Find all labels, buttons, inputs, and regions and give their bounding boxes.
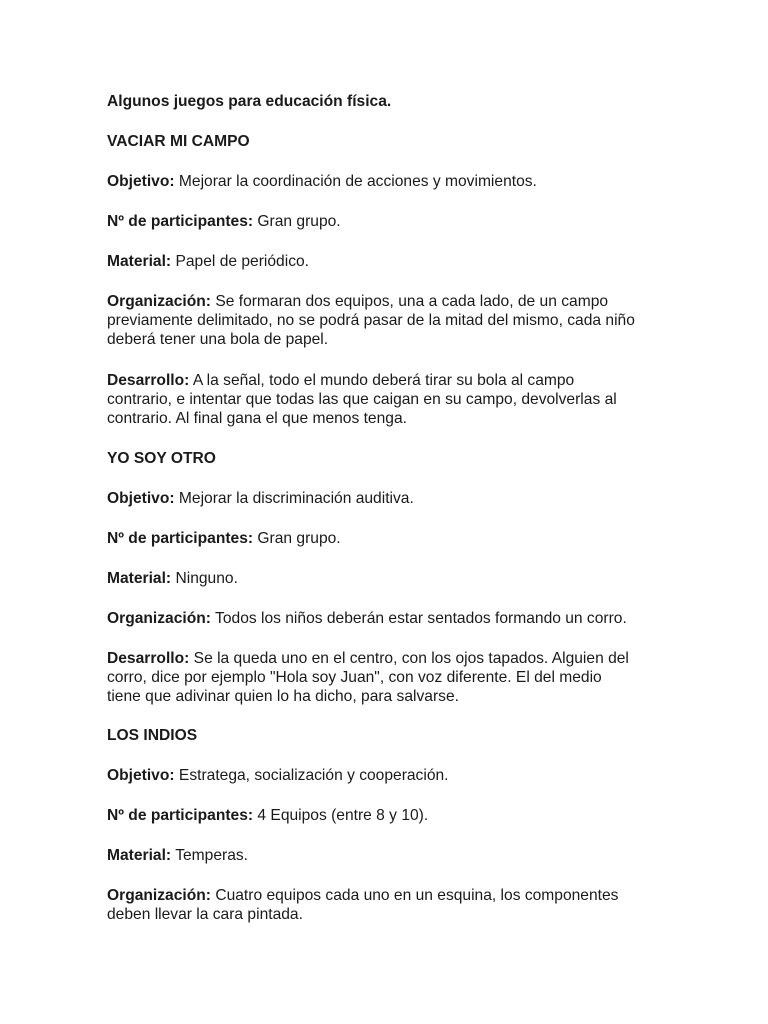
objetivo-value: Mejorar la coordinación de acciones y movimientos. [178,173,537,190]
participantes-label: Nº de participantes: [107,530,254,547]
participantes-label: Nº de participantes: [107,213,254,230]
participantes-value: Gran grupo. [257,530,341,547]
desarrollo-text: A la señal, todo el mundo deberá tirar su bola al campo [192,372,575,389]
material-label: Material: [107,253,172,270]
desarrollo-label: Desarrollo: [107,372,190,389]
material-label: Material: [107,570,172,587]
organizacion-label: Organización: [107,293,211,310]
participantes-value: 4 Equipos (entre 8 y 10). [257,807,429,824]
objetivo-line [107,172,537,192]
material-value: Ninguno. [175,570,238,587]
participantes-value: Gran grupo. [257,213,341,230]
game-title: YO SOY OTRO [107,450,216,467]
organizacion-line [107,886,618,906]
desarrollo-text: contrario, e intentar que todas las que caigan en su campo, devolverlas al [107,391,617,408]
desarrollo-line [107,649,629,669]
material-label: Material: [107,847,172,864]
objetivo-value: Estratega, socialización y cooperación. [178,767,449,784]
organizacion-text: deberá tener una bola de papel. [107,331,329,348]
document-title: Algunos juegos para educación física. [107,93,392,110]
organizacion-text: Cuatro equipos cada uno en un esquina, los componentes [215,887,619,904]
desarrollo-label: Desarrollo: [107,650,190,667]
objetivo-label: Objetivo: [107,490,175,507]
organizacion-label: Organización: [107,610,211,627]
material-line [107,569,238,589]
material-line [107,846,248,866]
participantes-label: Nº de participantes: [107,807,254,824]
desarrollo-text: corro, dice por ejemplo "Hola soy Juan", con voz diferente. El del medio [107,669,602,686]
objetivo-value: Mejorar la discriminación auditiva. [178,490,414,507]
desarrollo-text: tiene que adivinar quien lo ha dicho, para salvarse. [107,688,459,705]
desarrollo-text: contrario. Al final gana el que menos tenga. [107,410,407,427]
organizacion-line [107,292,608,312]
material-value: Papel de periódico. [175,253,309,270]
desarrollo-line [107,371,574,391]
organizacion-line [107,609,627,629]
objetivo-label: Objetivo: [107,767,175,784]
objetivo-line [107,489,414,509]
desarrollo-text: Se la queda uno en el centro, con los ojos tapados. Alguien del [193,650,629,667]
participantes-line [107,806,428,826]
game-title: VACIAR MI CAMPO [107,133,250,150]
objetivo-label: Objetivo: [107,173,175,190]
organizacion-text: deben llevar la cara pintada. [107,906,303,923]
organizacion-text: Se formaran dos equipos, una a cada lado, de un campo [215,293,609,310]
material-value: Temperas. [175,847,249,864]
objetivo-line [107,766,449,786]
game-title: LOS INDIOS [107,727,198,744]
participantes-line [107,212,341,232]
organizacion-label: Organización: [107,887,211,904]
organizacion-text: previamente delimitado, no se podrá pasar de la mitad del mismo, cada niño [107,312,635,329]
participantes-line [107,529,341,549]
material-line [107,252,309,272]
organizacion-text: Todos los niños deberán estar sentados formando un corro. [215,610,627,627]
